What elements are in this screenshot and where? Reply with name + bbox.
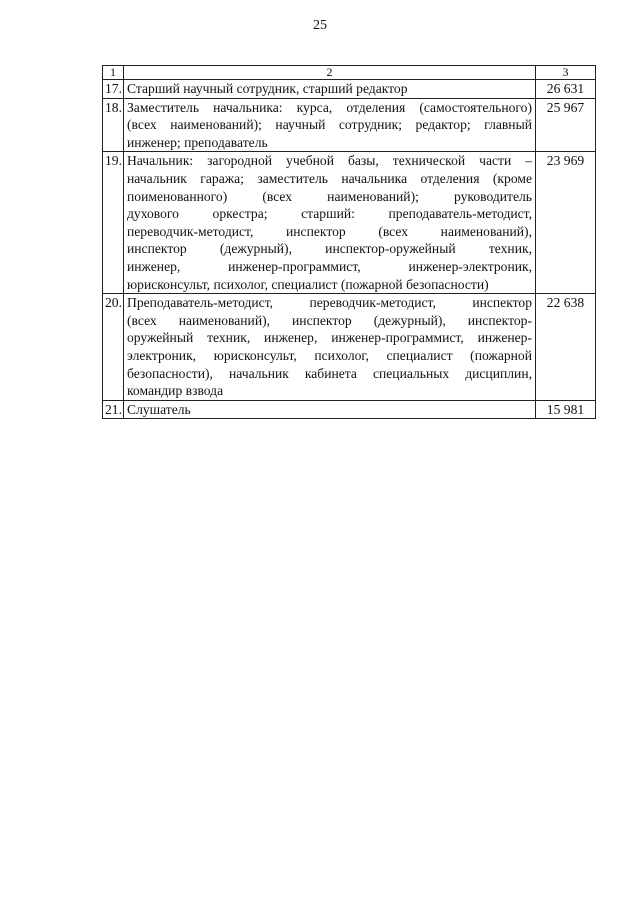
position-title [124, 294, 536, 401]
header-col-3: 3 [536, 66, 596, 80]
salary-amount: 22 638 [536, 294, 596, 401]
position-title-line: Преподаватель-методист, переводчик-методист, инспектор [127, 295, 532, 311]
position-title-line: Заместитель начальника: курса, отделения (самостоятельного) [127, 99, 532, 115]
position-title-line: Слушатель [127, 401, 191, 417]
position-title-line: Старший научный сотрудник, старший редактор [127, 81, 408, 96]
table-row [103, 98, 596, 152]
position-title [124, 80, 536, 99]
header-col-2: 2 [124, 66, 536, 80]
row-number: 21. [103, 400, 124, 419]
position-title-line: оружейный техник, инженер, инженер-программист, инженер- [127, 330, 532, 346]
position-title-line: юрисконсульт, психолог, специалист (пожарной безопасности) [127, 276, 489, 292]
salary-amount: 25 967 [536, 98, 596, 152]
salary-table [102, 65, 596, 419]
row-number: 20. [103, 294, 124, 401]
salary-amount: 23 969 [536, 152, 596, 294]
page-number: 25 [313, 18, 327, 33]
position-title-line: инспектор (дежурный), инспектор-оружейный техник, [127, 241, 532, 257]
position-title-line: безопасности), начальник кабинета специальных дисциплин, [127, 365, 532, 381]
position-title-line: духового оркестра; старший: преподаватель-методист, [127, 206, 532, 222]
position-title-line: инженер; преподаватель [127, 134, 268, 150]
position-title [124, 152, 536, 294]
table-row [103, 294, 596, 401]
table-row [103, 400, 596, 419]
salary-table-body [103, 66, 596, 419]
table-row [103, 80, 596, 99]
position-title [124, 400, 536, 419]
position-title-line: электроник, юрисконсульт, психолог, специалист (пожарной [127, 347, 532, 363]
position-title-line: командир взвода [127, 383, 224, 399]
row-number: 17. [103, 80, 124, 99]
position-title-line: поименованного) (всех наименований); руководитель [127, 188, 532, 204]
row-number: 19. [103, 152, 124, 294]
table-header-row [103, 66, 596, 80]
salary-amount: 26 631 [536, 80, 596, 99]
position-title-line: переводчик-методист, инспектор (всех наименований), [127, 223, 532, 239]
header-col-1: 1 [103, 66, 124, 80]
table-row [103, 152, 596, 294]
position-title-line: (всех наименований), инспектор (дежурный), инспектор- [127, 312, 532, 328]
row-number: 18. [103, 98, 124, 152]
salary-amount: 15 981 [536, 400, 596, 419]
position-title-line: Начальник: загородной учебной базы, технической части – [127, 153, 532, 169]
position-title-line: инженер, инженер-программист, инженер-электроник, [127, 258, 532, 274]
position-title [124, 98, 536, 152]
position-title-line: (всех наименований); научный сотрудник; редактор; главный [127, 117, 532, 133]
position-title-line: начальник гаража; заместитель начальника отделения (кроме [127, 170, 532, 186]
